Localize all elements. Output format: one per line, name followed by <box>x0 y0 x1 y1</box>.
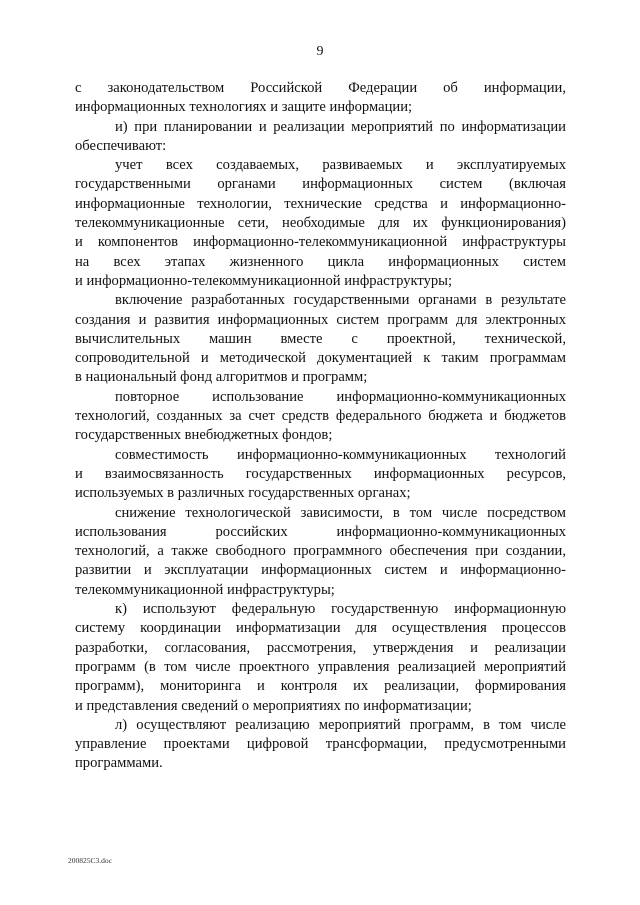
text-line: телекоммуникационные сети, необходимые для их функционирования) <box>75 215 566 232</box>
text-line: л) осуществляют реализацию мероприятий программ, в том числе <box>115 716 566 733</box>
text-line: систему координации информатизации для осуществления процессов <box>75 620 566 637</box>
file-footer: 200825C3.doc <box>68 856 112 865</box>
text-line: информационные технологии, технические средства и информационно- <box>75 195 566 212</box>
text-line: вычислительных машин вместе с проектной, технической, <box>75 330 566 347</box>
text-line: создания и развития информационных систем программ для электронных <box>75 311 566 328</box>
text-line: государственных внебюджетных фондов; <box>75 427 333 444</box>
text-line: разработки, согласования, рассмотрения, утверждения и реализации <box>75 639 566 656</box>
text-line: технологий, а также свободного программного обеспечения при создании, <box>75 543 566 560</box>
text-line: и информационно-телекоммуникационной инфраструктуры; <box>75 272 453 289</box>
text-line: сопроводительной и методической документацией к таким программам <box>75 350 566 367</box>
text-line: и компонентов информационно-телекоммуникационной инфраструктуры <box>75 234 566 251</box>
text-line: к) используют федеральную государственную информационную <box>115 601 566 618</box>
page-number: 9 <box>316 44 324 59</box>
document-body <box>75 79 566 774</box>
text-line: и взаимосвязанность государственных информационных ресурсов, <box>75 465 566 482</box>
text-line: обеспечивают: <box>75 137 167 154</box>
text-line: программ), мониторинга и контроля их реализации, формирования <box>75 678 566 695</box>
text-line: и) при планировании и реализации мероприятий по информатизации <box>115 118 566 135</box>
text-line: телекоммуникационной инфраструктуры; <box>75 581 335 598</box>
text-line: управление проектами цифровой трансформации, предусмотренными <box>75 736 566 753</box>
text-line: и представления сведений о мероприятиях по информатизации; <box>75 697 472 714</box>
text-line: учет всех создаваемых, развиваемых и эксплуатируемых <box>115 157 566 174</box>
text-line: используемых в различных государственных органах; <box>75 485 411 502</box>
text-line: развитии и эксплуатации информационных систем и информационно- <box>75 562 566 579</box>
text-line: программами. <box>75 755 163 772</box>
text-line: включение разработанных государственными органами в результате <box>115 292 566 309</box>
text-line: программ (в том числе проектного управления реализацией мероприятий <box>75 658 566 675</box>
text-line: на всех этапах жизненного цикла информационных систем <box>75 253 566 270</box>
text-line: в национальный фонд алгоритмов и программ; <box>75 369 368 386</box>
text-line: повторное использование информационно-коммуникационных <box>115 388 566 405</box>
text-line: государственными органами информационных систем (включая <box>75 176 566 193</box>
text-line: технологий, созданных за счет средств федерального бюджета и бюджетов <box>75 408 566 425</box>
text-line: с законодательством Российской Федерации об информации, <box>75 80 566 96</box>
text-line: информационных технологиях и защите информации; <box>75 99 413 116</box>
text-line: снижение технологической зависимости, в том числе посредством <box>115 504 566 521</box>
text-line: совместимость информационно-коммуникационных технологий <box>115 446 566 463</box>
text-line: использования российских информационно-коммуникационных <box>75 523 566 540</box>
